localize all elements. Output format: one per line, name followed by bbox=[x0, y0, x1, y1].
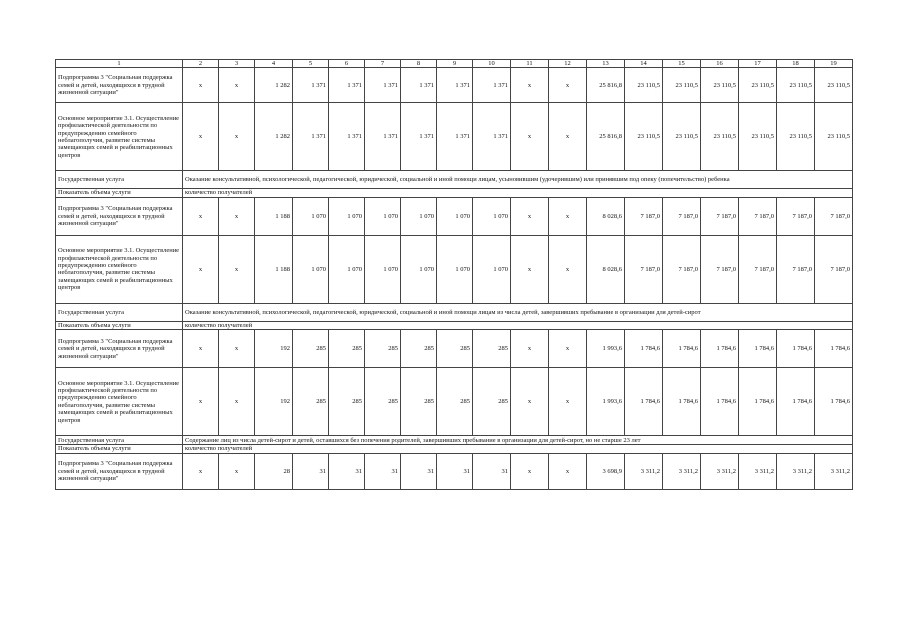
column-number: 4 bbox=[255, 60, 293, 68]
value-cell: 285 bbox=[437, 330, 473, 368]
program-name: Основное мероприятие 3.1. Осуществление профилактической деятельности по предупреждению семейного неблагополучия, развитие системы замещающих семей и реабилитационных центров bbox=[56, 368, 183, 436]
column-number: 6 bbox=[329, 60, 365, 68]
value-cell: 25 816,8 bbox=[587, 103, 625, 171]
value-cell: х bbox=[219, 68, 255, 103]
value-cell: х bbox=[549, 197, 587, 235]
column-number: 16 bbox=[701, 60, 739, 68]
value-cell: 23 110,5 bbox=[777, 103, 815, 171]
value-cell: 1 371 bbox=[437, 103, 473, 171]
program-name: Основное мероприятие 3.1. Осуществление профилактической деятельности по предупреждению семейного неблагополучия, развитие системы замещающих семей и реабилитационных центров bbox=[56, 235, 183, 303]
value-cell: х bbox=[219, 197, 255, 235]
value-cell: 7 187,0 bbox=[815, 235, 853, 303]
value-cell: 23 110,5 bbox=[663, 68, 701, 103]
value-cell: х bbox=[183, 103, 219, 171]
table-row bbox=[56, 235, 853, 303]
value-cell: 23 110,5 bbox=[777, 68, 815, 103]
value-cell: 7 187,0 bbox=[663, 197, 701, 235]
value-cell: 1 070 bbox=[437, 235, 473, 303]
column-number: 8 bbox=[401, 60, 437, 68]
value-cell: х bbox=[511, 453, 549, 489]
value-cell: 1 784,6 bbox=[625, 330, 663, 368]
value-cell: х bbox=[549, 68, 587, 103]
table-row bbox=[56, 368, 853, 436]
value-cell: х bbox=[219, 368, 255, 436]
value-cell: х bbox=[183, 368, 219, 436]
indicator-row bbox=[56, 189, 853, 197]
value-cell: х bbox=[219, 235, 255, 303]
value-cell: 23 110,5 bbox=[739, 68, 777, 103]
value-cell: х bbox=[549, 330, 587, 368]
value-cell: 1 371 bbox=[401, 68, 437, 103]
value-cell: 1 784,6 bbox=[777, 368, 815, 436]
value-cell: 25 816,8 bbox=[587, 68, 625, 103]
value-cell: 1 784,6 bbox=[663, 330, 701, 368]
service-text: Содержание лиц из числа детей-сирот и детей, оставшихся без попечения родителей, завершивших пребывание в организации для детей-сирот, но не старше 23 лет bbox=[183, 436, 853, 445]
value-cell: 285 bbox=[401, 368, 437, 436]
value-cell: 1 784,6 bbox=[815, 330, 853, 368]
table-row bbox=[56, 197, 853, 235]
service-text: Оказание консультативной, психологической, педагогической, юридической, социальной и иной помощи лицам, усыновившим (удочерившим) или принявшим под опеку (попечительство) ребенка bbox=[183, 171, 853, 189]
value-cell: 1 784,6 bbox=[701, 368, 739, 436]
value-cell: 285 bbox=[365, 330, 401, 368]
value-cell: х bbox=[511, 197, 549, 235]
value-cell: х bbox=[219, 103, 255, 171]
value-cell: 285 bbox=[293, 330, 329, 368]
value-cell: 285 bbox=[437, 368, 473, 436]
value-cell: 23 110,5 bbox=[815, 103, 853, 171]
value-cell: 31 bbox=[473, 453, 511, 489]
value-cell: 1 371 bbox=[473, 68, 511, 103]
value-cell: 3 311,2 bbox=[815, 453, 853, 489]
value-cell: х bbox=[549, 368, 587, 436]
column-number: 10 bbox=[473, 60, 511, 68]
value-cell: 1 371 bbox=[365, 68, 401, 103]
value-cell: 1 070 bbox=[293, 235, 329, 303]
value-cell: 7 187,0 bbox=[777, 197, 815, 235]
value-cell: 7 187,0 bbox=[663, 235, 701, 303]
indicator-row bbox=[56, 445, 853, 453]
value-cell: х bbox=[511, 368, 549, 436]
column-number: 2 bbox=[183, 60, 219, 68]
value-cell: 3 311,2 bbox=[701, 453, 739, 489]
value-cell: 31 bbox=[329, 453, 365, 489]
indicator-label: Показатель объема услуги bbox=[56, 321, 183, 329]
column-number: 9 bbox=[437, 60, 473, 68]
value-cell: 7 187,0 bbox=[625, 197, 663, 235]
value-cell: 1 188 bbox=[255, 235, 293, 303]
program-name: Основное мероприятие 3.1. Осуществление профилактической деятельности по предупреждению семейного неблагополучия, развитие системы замещающих семей и реабилитационных центров bbox=[56, 103, 183, 171]
program-name: Подпрограмма 3 "Социальная поддержка семей и детей, находящихся в трудной жизненной ситуации" bbox=[56, 197, 183, 235]
value-cell: х bbox=[183, 197, 219, 235]
value-cell: 1 371 bbox=[473, 103, 511, 171]
value-cell: 192 bbox=[255, 330, 293, 368]
value-cell: 3 698,9 bbox=[587, 453, 625, 489]
column-number: 5 bbox=[293, 60, 329, 68]
value-cell: 285 bbox=[329, 368, 365, 436]
service-text: Оказание консультативной, психологической, педагогической, юридической, социальной и иной помощи лицам из числа детей, завершивших пребывание в организации для детей-сирот bbox=[183, 303, 853, 321]
value-cell: 3 311,2 bbox=[663, 453, 701, 489]
value-cell: 7 187,0 bbox=[701, 235, 739, 303]
value-cell: 1 282 bbox=[255, 68, 293, 103]
value-cell: 1 784,6 bbox=[739, 368, 777, 436]
value-cell: 3 311,2 bbox=[625, 453, 663, 489]
value-cell: 1 784,6 bbox=[663, 368, 701, 436]
value-cell: 1 784,6 bbox=[777, 330, 815, 368]
column-number: 14 bbox=[625, 60, 663, 68]
value-cell: 31 bbox=[437, 453, 473, 489]
value-cell: 1 993,6 bbox=[587, 330, 625, 368]
value-cell: 285 bbox=[293, 368, 329, 436]
value-cell: 1 371 bbox=[401, 103, 437, 171]
value-cell: 23 110,5 bbox=[739, 103, 777, 171]
value-cell: 1 070 bbox=[293, 197, 329, 235]
value-cell: 1 784,6 bbox=[625, 368, 663, 436]
value-cell: х bbox=[511, 68, 549, 103]
service-row bbox=[56, 436, 853, 445]
value-cell: 1 784,6 bbox=[701, 330, 739, 368]
indicator-label: Показатель объема услуги bbox=[56, 445, 183, 453]
value-cell: 23 110,5 bbox=[815, 68, 853, 103]
value-cell: 285 bbox=[473, 330, 511, 368]
column-number: 11 bbox=[511, 60, 549, 68]
indicator-text: количество получателей bbox=[183, 189, 853, 197]
value-cell: х bbox=[511, 235, 549, 303]
value-cell: 1 070 bbox=[401, 197, 437, 235]
value-cell: 7 187,0 bbox=[739, 235, 777, 303]
value-cell: 1 070 bbox=[329, 197, 365, 235]
value-cell: 1 993,6 bbox=[587, 368, 625, 436]
value-cell: х bbox=[549, 453, 587, 489]
value-cell: 1 371 bbox=[365, 103, 401, 171]
value-cell: х bbox=[549, 103, 587, 171]
indicator-label: Показатель объема услуги bbox=[56, 189, 183, 197]
value-cell: 31 bbox=[401, 453, 437, 489]
value-cell: 23 110,5 bbox=[663, 103, 701, 171]
indicator-row bbox=[56, 321, 853, 329]
service-label: Государственная услуга bbox=[56, 303, 183, 321]
table-row bbox=[56, 453, 853, 489]
table-row bbox=[56, 103, 853, 171]
column-number: 18 bbox=[777, 60, 815, 68]
value-cell: 1 070 bbox=[365, 197, 401, 235]
value-cell: 7 187,0 bbox=[701, 197, 739, 235]
value-cell: 1 070 bbox=[401, 235, 437, 303]
value-cell: 285 bbox=[473, 368, 511, 436]
value-cell: 1 188 bbox=[255, 197, 293, 235]
service-row bbox=[56, 171, 853, 189]
table-row bbox=[56, 330, 853, 368]
column-number: 7 bbox=[365, 60, 401, 68]
table-row bbox=[56, 68, 853, 103]
value-cell: 23 110,5 bbox=[701, 68, 739, 103]
service-label: Государственная услуга bbox=[56, 436, 183, 445]
value-cell: 1 784,6 bbox=[815, 368, 853, 436]
column-number: 1 bbox=[56, 60, 183, 68]
program-name: Подпрограмма 3 "Социальная поддержка семей и детей, находящихся в трудной жизненной ситуации" bbox=[56, 330, 183, 368]
value-cell: 1 371 bbox=[293, 68, 329, 103]
value-cell: 1 371 bbox=[293, 103, 329, 171]
value-cell: 1 784,6 bbox=[739, 330, 777, 368]
program-name: Подпрограмма 3 "Социальная поддержка семей и детей, находящихся в трудной жизненной ситуации" bbox=[56, 453, 183, 489]
value-cell: 1 070 bbox=[473, 235, 511, 303]
value-cell: 23 110,5 bbox=[701, 103, 739, 171]
service-label: Государственная услуга bbox=[56, 171, 183, 189]
value-cell: 7 187,0 bbox=[777, 235, 815, 303]
value-cell: х bbox=[183, 235, 219, 303]
column-number: 13 bbox=[587, 60, 625, 68]
service-row bbox=[56, 303, 853, 321]
value-cell: 1 070 bbox=[329, 235, 365, 303]
column-number-row bbox=[56, 60, 853, 68]
value-cell: 1 371 bbox=[329, 103, 365, 171]
value-cell: 1 371 bbox=[437, 68, 473, 103]
value-cell: х bbox=[511, 103, 549, 171]
value-cell: 1 070 bbox=[473, 197, 511, 235]
value-cell: 31 bbox=[293, 453, 329, 489]
column-number: 15 bbox=[663, 60, 701, 68]
program-name: Подпрограмма 3 "Социальная поддержка семей и детей, находящихся в трудной жизненной ситуации" bbox=[56, 68, 183, 103]
column-number: 12 bbox=[549, 60, 587, 68]
value-cell: 7 187,0 bbox=[739, 197, 777, 235]
indicator-text: количество получателей bbox=[183, 321, 853, 329]
value-cell: 8 028,6 bbox=[587, 235, 625, 303]
column-number: 19 bbox=[815, 60, 853, 68]
value-cell: 7 187,0 bbox=[815, 197, 853, 235]
value-cell: 3 311,2 bbox=[739, 453, 777, 489]
value-cell: 28 bbox=[255, 453, 293, 489]
value-cell: 23 110,5 bbox=[625, 68, 663, 103]
value-cell: 1 371 bbox=[329, 68, 365, 103]
value-cell: х bbox=[183, 330, 219, 368]
budget-table bbox=[55, 59, 853, 490]
value-cell: 285 bbox=[401, 330, 437, 368]
value-cell: 192 bbox=[255, 368, 293, 436]
value-cell: х bbox=[219, 453, 255, 489]
value-cell: 23 110,5 bbox=[625, 103, 663, 171]
value-cell: 31 bbox=[365, 453, 401, 489]
value-cell: х bbox=[183, 68, 219, 103]
column-number: 3 bbox=[219, 60, 255, 68]
value-cell: х bbox=[549, 235, 587, 303]
indicator-text: количество получателей bbox=[183, 445, 853, 453]
column-number: 17 bbox=[739, 60, 777, 68]
value-cell: 285 bbox=[329, 330, 365, 368]
value-cell: 1 070 bbox=[365, 235, 401, 303]
value-cell: 285 bbox=[365, 368, 401, 436]
value-cell: 3 311,2 bbox=[777, 453, 815, 489]
value-cell: 8 028,6 bbox=[587, 197, 625, 235]
value-cell: 7 187,0 bbox=[625, 235, 663, 303]
value-cell: 1 282 bbox=[255, 103, 293, 171]
value-cell: 1 070 bbox=[437, 197, 473, 235]
value-cell: х bbox=[511, 330, 549, 368]
value-cell: х bbox=[183, 453, 219, 489]
value-cell: х bbox=[219, 330, 255, 368]
